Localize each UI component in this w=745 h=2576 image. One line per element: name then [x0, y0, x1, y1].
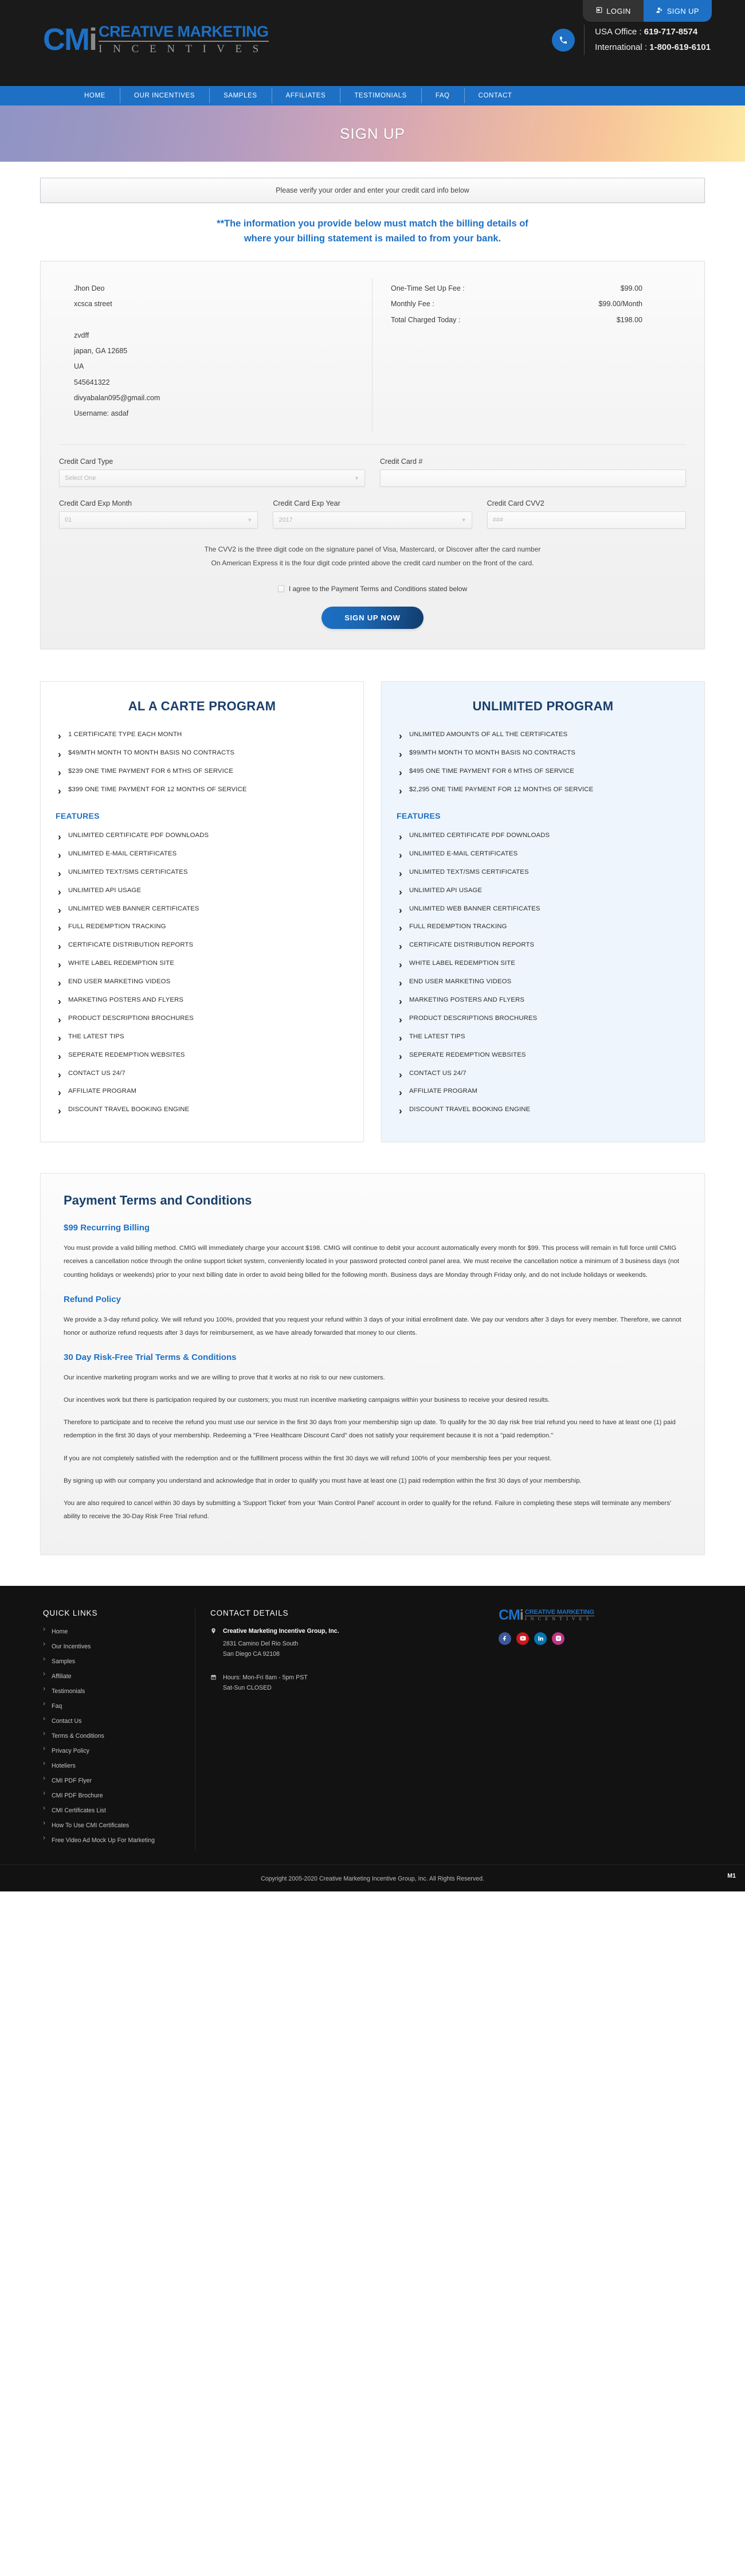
plan-features-list	[397, 830, 689, 1122]
plan-feature-item: › WHITE LABEL REDEMPTION SITE	[397, 957, 689, 976]
footer-link[interactable]: Free Video Ad Mock Up For Marketing	[52, 1837, 155, 1844]
footer-quick-links	[0, 1609, 195, 1850]
plan-feature-item: › UNLIMITED E-MAIL CERTIFICATES	[56, 848, 348, 866]
terms-paragraph: You are also required to cancel within 30 days by submitting a 'Support Ticket' from your 'Main Control Panel' account in order to qualify for the refund. Failure in completing these steps will terminate any members' ability to receive the 30-Day Risk Free Trial refund.	[64, 1499, 672, 1520]
card-row-2	[59, 487, 686, 529]
login-button[interactable]	[583, 0, 643, 22]
nav-link[interactable]: OUR INCENTIVES	[134, 92, 195, 99]
cvv-help-text	[59, 529, 686, 572]
plan-feature-item: › PRODUCT DESCRIPTIONI BROCHURES	[56, 1013, 348, 1031]
footer-link-item[interactable]	[43, 1835, 195, 1850]
billing-address-line: zvdff	[74, 331, 89, 339]
terms-paragraph: Therefore to participate and to receive the refund you must use our service in the first 30 days from your membership sign up date. To qualify for the 30 day risk free trial refund you need to have at least one (1) paid redemption in the first 30 days of your membership. Redeeming a "Free Healthcare Discount Card" does not satisfy your requirement because it is not a "paid redemption."	[64, 1419, 676, 1440]
logo-line-1: CREATIVE MARKETING	[99, 24, 269, 42]
terms-paragraph: If you are not completely satisfied with the redemption and or the fulfillment process within the first 30 days we will refund 100% of your membership fees per your request.	[64, 1455, 552, 1462]
terms-paragraph: By signing up with our company you understand and acknowledge that in order to qualify you must have at least one (1) paid redemption within the first 30 days of your membership.	[64, 1477, 582, 1484]
plan-highlight-item: › UNLIMITED AMOUNTS OF ALL THE CERTIFICATES	[397, 729, 689, 747]
footer-link[interactable]: Privacy Policy	[52, 1748, 89, 1755]
nav-link[interactable]: FAQ	[435, 92, 450, 99]
phone-numbers	[595, 25, 711, 55]
billing-note-line-2: where your billing statement is mailed to from your bank.	[244, 233, 501, 244]
credit-card-number-field	[380, 458, 686, 487]
signup-button[interactable]	[644, 0, 712, 22]
version-badge: M1	[727, 1873, 736, 1880]
fee-summary-block	[372, 279, 686, 432]
plan-feature-item: › MARKETING POSTERS AND FLYERS	[56, 994, 348, 1013]
plan-feature-item: › THE LATEST TIPS	[56, 1031, 348, 1049]
footer-grid	[0, 1609, 745, 1850]
fee-label: One-Time Set Up Fee :	[391, 284, 465, 293]
plan-highlight-item: › 1 CERTIFICATE TYPE EACH MONTH	[56, 729, 348, 747]
notice-wrap	[40, 162, 705, 203]
main-navigation	[0, 86, 745, 105]
footer-logo-line-1: CREATIVE MARKETING	[524, 1609, 594, 1616]
footer-link[interactable]: Terms & Conditions	[52, 1733, 104, 1740]
nav-list	[70, 86, 527, 105]
fee-row	[391, 281, 676, 296]
exp-month-select[interactable]	[59, 511, 258, 529]
nav-item[interactable]	[340, 86, 421, 105]
terms-agreement-label: I agree to the Payment Terms and Conditions stated below	[288, 585, 468, 593]
hero-banner	[0, 105, 745, 162]
billing-address-line	[74, 312, 372, 328]
sign-up-now-button[interactable]: SIGN UP NOW	[321, 607, 423, 629]
login-icon	[595, 6, 603, 15]
footer-link[interactable]: Contact Us	[52, 1718, 82, 1725]
plan-feature-item: › UNLIMITED TEXT/SMS CERTIFICATES	[56, 866, 348, 885]
phone-icon	[552, 29, 575, 52]
plan-feature-item: › CONTACT US 24/7	[56, 1068, 348, 1086]
plan-title: UNLIMITED PROGRAM	[472, 699, 614, 714]
cvv-help-line-1: The CVV2 is the three digit code on the signature panel of Visa, Mastercard, or Discover after the card number	[204, 545, 541, 554]
footer-link-item[interactable]	[43, 1641, 195, 1656]
plan-feature-item: › CERTIFICATE DISTRIBUTION REPORTS	[56, 939, 348, 957]
footer-link[interactable]: Affiliate	[52, 1673, 72, 1680]
fee-label: Monthly Fee :	[391, 300, 434, 308]
footer-link-item[interactable]	[43, 1805, 195, 1820]
plan-card-alacarte	[40, 681, 364, 1142]
payment-terms-section	[40, 1173, 705, 1555]
plan-feature-item: › AFFILIATE PROGRAM	[397, 1085, 689, 1104]
credit-card-type-value: Select One	[65, 475, 96, 482]
plan-feature-item: › CERTIFICATE DISTRIBUTION REPORTS	[397, 939, 689, 957]
contact-details-title: CONTACT DETAILS	[210, 1609, 289, 1618]
phone-divider	[584, 25, 585, 55]
exp-year-label: Credit Card Exp Year	[273, 499, 340, 508]
nav-item[interactable]	[421, 86, 464, 105]
hours-line-2: Sat-Sun CLOSED	[223, 1684, 272, 1692]
plan-highlight-item: › $495 ONE TIME PAYMENT FOR 6 MTHS OF SERVICE	[397, 765, 689, 784]
chevron-down-icon: ▼	[354, 475, 359, 482]
main-content	[40, 162, 705, 1555]
credit-card-type-select[interactable]	[59, 470, 365, 487]
footer-logo-mark: CMi	[499, 1607, 523, 1624]
phone-block	[552, 25, 711, 55]
company-name: Creative Marketing Incentive Group, Inc.	[223, 1628, 339, 1635]
plan-features-title: FEATURES	[397, 811, 441, 820]
nav-link[interactable]: SAMPLES	[223, 92, 257, 99]
social-links	[499, 1632, 745, 1645]
plan-feature-item: › CONTACT US 24/7	[397, 1068, 689, 1086]
footer-link-item[interactable]	[43, 1790, 195, 1805]
plan-highlight-item: › $49/MTH MONTH TO MONTH BASIS NO CONTRACTS	[56, 747, 348, 765]
plan-highlights-list	[397, 729, 689, 802]
map-pin-icon	[210, 1626, 218, 1660]
exp-month-value: 01	[65, 517, 72, 524]
credit-card-number-label: Credit Card #	[380, 458, 423, 466]
footer-link-item[interactable]	[43, 1656, 195, 1671]
page-title: SIGN UP	[340, 124, 405, 142]
footer-link-item[interactable]	[43, 1626, 195, 1641]
footer-contact-details	[195, 1609, 458, 1850]
plan-feature-item: › FULL REDEMPTION TRACKING	[56, 921, 348, 939]
billing-address-block	[59, 279, 372, 432]
footer-link-item[interactable]	[43, 1820, 195, 1835]
terms-paragraph: You must provide a valid billing method. CMIG will immediately charge your account $198. CMIG will continue to debit your account automatically every month for $99. This process will remain in full force until CMIG receives a cancellation notice through the online support ticket system, conveniently located in your password protected control panel area. We must receive the cancellation notice a minimum of 3 business days (not counting holidays or weekends) prior to your next billing date in order to avoid being billed for the following month. Business days are Monday through Friday only, and do not include holidays or weekends.	[64, 1245, 680, 1279]
nav-item[interactable]	[209, 86, 272, 105]
terms-title: Payment Terms and Conditions	[64, 1193, 252, 1208]
linkedin-icon[interactable]	[534, 1632, 547, 1645]
footer-link[interactable]: CMI PDF Brochure	[52, 1792, 103, 1800]
footer-link-item[interactable]	[43, 1730, 195, 1745]
signup-label: SIGN UP	[666, 6, 699, 15]
plan-highlight-item: › $2,295 ONE TIME PAYMENT FOR 12 MONTHS OF SERVICE	[397, 784, 689, 802]
credit-card-number-input[interactable]	[380, 470, 686, 487]
plan-feature-item: › UNLIMITED API USAGE	[397, 885, 689, 903]
footer-link[interactable]: Home	[52, 1628, 68, 1636]
logo-line-2: I N C E N T I V E S	[99, 43, 263, 55]
exp-year-select[interactable]	[273, 511, 472, 529]
nav-link[interactable]: CONTACT	[478, 92, 512, 99]
terms-agreement-row	[59, 572, 686, 593]
footer-logo-line-2: I N C E N T I V E S	[524, 1616, 590, 1622]
plans-section	[40, 649, 705, 1142]
address-item	[210, 1626, 458, 1660]
card-row-1	[59, 445, 686, 487]
hours-line-1: Hours: Mon-Fri 8am - 5pm PST	[223, 1674, 308, 1681]
plan-highlight-item: › $399 ONE TIME PAYMENT FOR 12 MONTHS OF SERVICE	[56, 784, 348, 802]
billing-match-note	[40, 203, 705, 261]
footer-link-item[interactable]	[43, 1760, 195, 1775]
nav-link[interactable]: HOME	[84, 92, 105, 99]
plan-feature-item: › AFFILIATE PROGRAM	[56, 1085, 348, 1104]
exp-year-field	[273, 499, 472, 529]
terms-section-heading: $99 Recurring Billing	[64, 1223, 150, 1233]
cvv2-field	[487, 499, 686, 529]
plan-feature-item: › PRODUCT DESCRIPTIONS BROCHURES	[397, 1013, 689, 1031]
plan-features-title: FEATURES	[56, 811, 100, 820]
plan-feature-item: › DISCOUNT TRAVEL BOOKING ENGINE	[56, 1104, 348, 1122]
plan-highlights-list	[56, 729, 348, 802]
youtube-icon[interactable]	[516, 1632, 529, 1645]
address-line-1: 2831 Camino Del Rio South	[223, 1640, 299, 1647]
footer-link-item[interactable]	[43, 1686, 195, 1701]
plan-feature-item: › UNLIMITED CERTIFICATE PDF DOWNLOADS	[56, 830, 348, 848]
footer-link[interactable]: CMI PDF Flyer	[52, 1777, 92, 1785]
verify-order-notice: Please verify your order and enter your credit card info below	[40, 178, 705, 203]
quick-links-title: QUICK LINKS	[43, 1609, 98, 1618]
auth-tabs	[583, 0, 712, 22]
site-footer	[0, 1586, 745, 1864]
plan-feature-item: › THE LATEST TIPS	[397, 1031, 689, 1049]
chevron-down-icon: ▼	[247, 517, 253, 523]
exp-month-field	[59, 499, 258, 529]
cvv2-value: ###	[492, 517, 504, 524]
billing-address-line: UA	[74, 362, 84, 371]
intl-phone-line: International : 1-800-619-6101	[595, 42, 711, 52]
plan-highlight-item: › $239 ONE TIME PAYMENT FOR 6 MTHS OF SERVICE	[56, 765, 348, 784]
terms-paragraph: Our incentives work but there is participation required by our customers; you must run incentive marketing campaigns within your business to receive your desired results.	[64, 1397, 550, 1404]
fee-value: $99.00	[620, 284, 642, 293]
plan-feature-item: › UNLIMITED WEB BANNER CERTIFICATES	[397, 903, 689, 921]
plan-feature-item: › UNLIMITED WEB BANNER CERTIFICATES	[56, 903, 348, 921]
fee-value: $198.00	[616, 315, 642, 324]
user-plus-icon	[656, 6, 664, 15]
plan-title: AL A CARTE PROGRAM	[128, 699, 276, 714]
billing-note-line-1: **The information you provide below must match the billing details of	[217, 218, 528, 229]
nav-item[interactable]	[464, 86, 527, 105]
site-header	[0, 0, 745, 86]
plan-feature-item: › DISCOUNT TRAVEL BOOKING ENGINE	[397, 1104, 689, 1122]
address-line-2: San Diego CA 92108	[223, 1651, 280, 1658]
copyright-text: Copyright 2005-2020 Creative Marketing Incentive Group, Inc. All Rights Reserved.	[261, 1875, 484, 1883]
nav-item[interactable]	[272, 86, 340, 105]
billing-address-line: Jhon Deo	[74, 284, 105, 293]
plan-feature-item: › UNLIMITED TEXT/SMS CERTIFICATES	[397, 866, 689, 885]
terms-agreement-checkbox[interactable]	[278, 585, 284, 592]
fee-row	[391, 312, 676, 328]
submit-row	[59, 593, 686, 629]
intl-phone-number: 1-800-619-6101	[649, 42, 711, 52]
plan-feature-item: › MARKETING POSTERS AND FLYERS	[397, 994, 689, 1013]
footer-link[interactable]: Hoteliers	[52, 1762, 76, 1770]
terms-section-heading: 30 Day Risk-Free Trial Terms & Conditions	[64, 1352, 237, 1362]
footer-link-item[interactable]	[43, 1745, 195, 1760]
billing-address-line: xcsca street	[74, 300, 112, 308]
plan-feature-item: › END USER MARKETING VIDEOS	[397, 976, 689, 994]
footer-link[interactable]: Samples	[52, 1658, 76, 1666]
footer-link-item[interactable]	[43, 1701, 195, 1715]
facebook-icon[interactable]	[499, 1632, 511, 1645]
footer-link-item[interactable]	[43, 1775, 195, 1790]
billing-address-line: divyabalan095@gmail.com	[74, 393, 160, 402]
fee-value: $99.00/Month	[598, 300, 642, 308]
billing-address-line: Username: asdaf	[74, 409, 129, 418]
calendar-icon	[210, 1672, 218, 1694]
terms-paragraph: Our incentive marketing program works and we are willing to prove that it works at no risk to our new customers.	[64, 1374, 385, 1381]
fee-label: Total Charged Today :	[391, 315, 461, 324]
plan-feature-item: › UNLIMITED E-MAIL CERTIFICATES	[397, 848, 689, 866]
instagram-icon[interactable]	[552, 1632, 564, 1645]
exp-month-label: Credit Card Exp Month	[59, 499, 132, 508]
footer-link-item[interactable]	[43, 1715, 195, 1730]
plan-feature-item: › WHITE LABEL REDEMPTION SITE	[56, 957, 348, 976]
plan-card-unlimited	[381, 681, 705, 1142]
logo-mark: CMi	[43, 22, 96, 57]
footer-brand-social	[458, 1609, 745, 1850]
cvv2-label: Credit Card CVV2	[487, 499, 544, 508]
credit-card-type-label: Credit Card Type	[59, 458, 113, 466]
billing-address-line: 545641322	[74, 378, 110, 386]
terms-paragraph: We provide a 3-day refund policy. We will refund you 100%, provided that you request your refund within 3 days of your initial enrollment date. We pay our vendors after 3 days for every member. Therefore, we cannot honor or authorize refund requests after 3 days for reimbursement, as we have already forwarded that money to our clients.	[64, 1316, 681, 1336]
plan-feature-item: › UNLIMITED CERTIFICATE PDF DOWNLOADS	[397, 830, 689, 848]
plan-feature-item: › SEPERATE REDEMPTION WEBSITES	[56, 1049, 348, 1068]
exp-year-value: 2017	[279, 517, 293, 524]
footer-logo	[499, 1609, 745, 1622]
billing-address-line: japan, GA 12685	[74, 347, 128, 355]
footer-link[interactable]: How To Use CMI Certificates	[52, 1822, 130, 1830]
footer-link[interactable]: Faq	[52, 1703, 62, 1710]
plan-highlight-item: › $99/MTH MONTH TO MONTH BASIS NO CONTRACTS	[397, 747, 689, 765]
hours-item	[210, 1672, 458, 1694]
footer-link[interactable]: Testimonials	[52, 1688, 85, 1695]
order-summary	[59, 279, 686, 434]
nav-item[interactable]	[120, 86, 209, 105]
credit-card-type-field	[59, 458, 365, 487]
logo-wordmark	[99, 24, 269, 56]
plan-feature-item: › FULL REDEMPTION TRACKING	[397, 921, 689, 939]
site-logo[interactable]	[43, 24, 269, 56]
chevron-down-icon: ▼	[461, 517, 466, 523]
copyright-bar	[0, 1864, 745, 1891]
hours-text	[223, 1672, 308, 1694]
plan-feature-item: › SEPERATE REDEMPTION WEBSITES	[397, 1049, 689, 1068]
plan-feature-item: › UNLIMITED API USAGE	[56, 885, 348, 903]
cvv2-input[interactable]	[487, 511, 686, 529]
usa-phone-number: 619-717-8574	[644, 27, 698, 37]
footer-link[interactable]: CMI Certificates List	[52, 1807, 106, 1815]
plan-features-list	[56, 830, 348, 1122]
footer-link-item[interactable]	[43, 1671, 195, 1686]
address-text	[223, 1626, 339, 1660]
quick-links-list	[43, 1626, 195, 1850]
footer-logo-wordmark	[525, 1609, 594, 1621]
terms-section-heading: Refund Policy	[64, 1294, 121, 1304]
fee-row	[391, 296, 676, 312]
cvv-help-line-2: On American Express it is the four digit code printed above the credit card number on the front of the card.	[211, 559, 534, 568]
login-label: LOGIN	[606, 6, 631, 15]
nav-item[interactable]	[70, 86, 120, 105]
payment-panel	[40, 261, 705, 649]
plan-feature-item: › END USER MARKETING VIDEOS	[56, 976, 348, 994]
nav-link[interactable]: TESTIMONIALS	[354, 92, 407, 99]
usa-phone-line: USA Office : 619-717-8574	[595, 27, 698, 37]
footer-link[interactable]: Our Incentives	[52, 1643, 91, 1651]
nav-link[interactable]: AFFILIATES	[285, 92, 326, 99]
